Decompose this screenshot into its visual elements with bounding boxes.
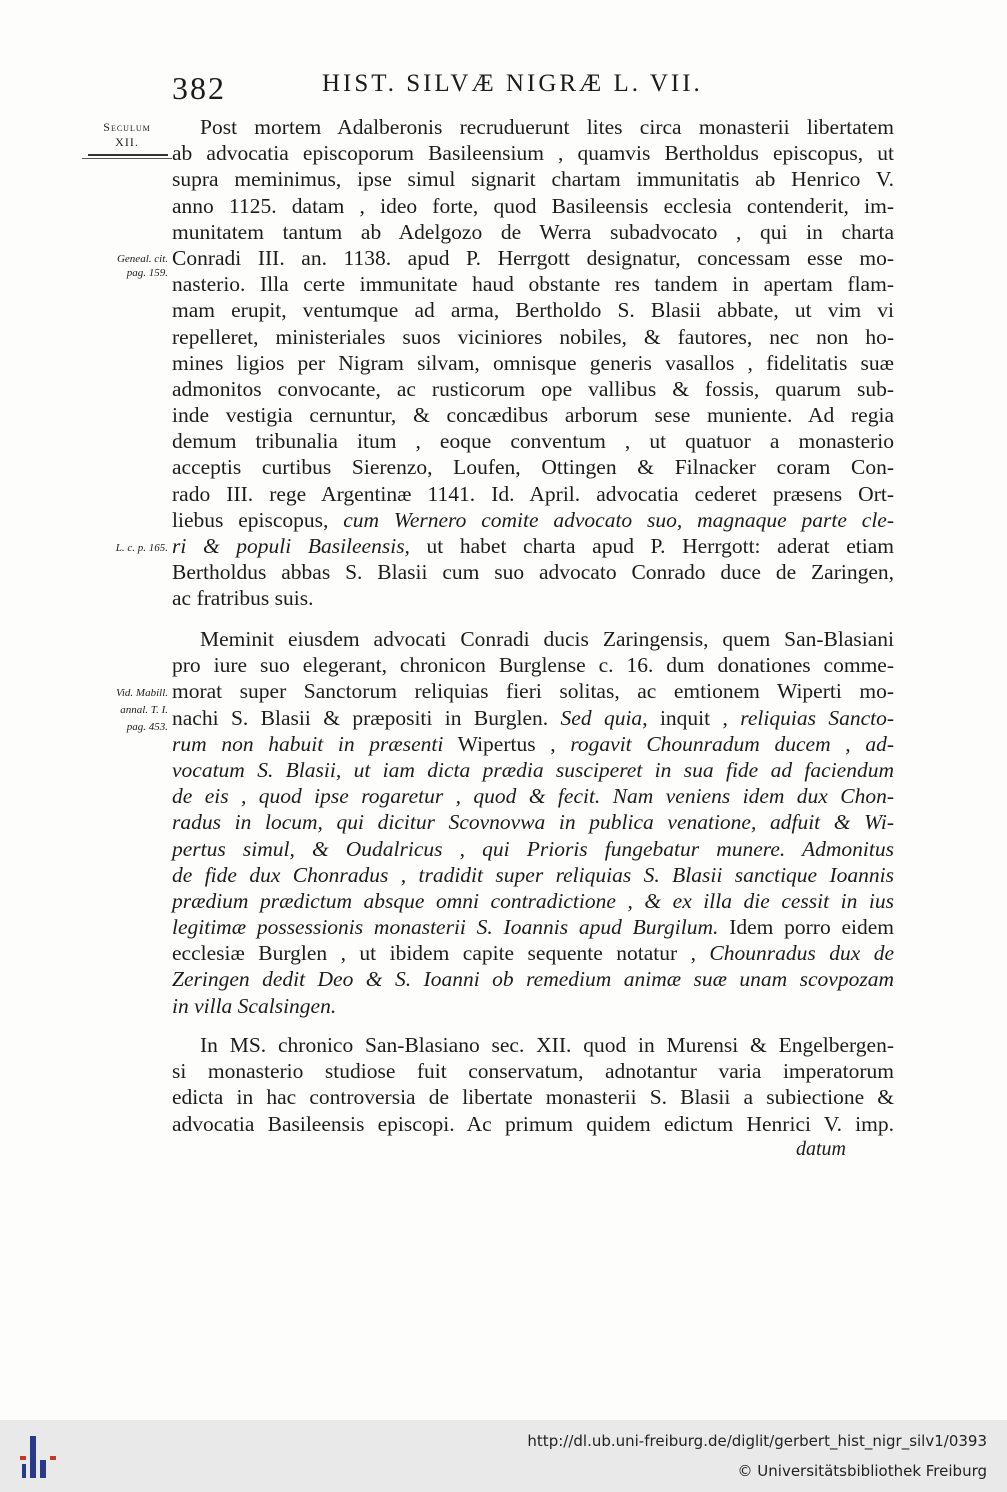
text-run: , inquit , (642, 705, 728, 730)
text-line: ac fratribus suis. (172, 586, 314, 611)
text-run: nachi S. Blasii & præpositi in Burglen. (172, 705, 549, 730)
text-line: morat super Sanctorum reliquias fieri solitas, ac emtionem Wiperti mo- (172, 679, 894, 704)
text-line: nasterio. Illa certe immunitate haud obstante res tandem in apertam flam- (172, 272, 894, 297)
text-line: Meminit eiusdem advocati Conradi ducis Zaringensis, quem San-Blasiani (200, 627, 894, 651)
library-logo-icon (14, 1432, 64, 1482)
text-line-italic: prædium prædictum absque omni contradictione , & ex illa die cessit in ius (172, 888, 894, 913)
margin-note-line: pag. 453. (126, 721, 168, 733)
text-line: Post mortem Adalberonis recruduerunt lites circa monasterii libertatem (200, 115, 894, 139)
margin-note-line: pag. 159. (126, 267, 168, 279)
text-line-italic: vocatum S. Blasii, ut iam dicta prædia susciperet in sua fide ad faciendum (172, 757, 894, 782)
page-header (0, 62, 1007, 112)
text-run: ecclesiæ Burglen , ut ibidem capite sequente notatur , (172, 941, 696, 966)
page-number: 382 (172, 70, 226, 106)
paragraph-2 (172, 626, 894, 1019)
margin-seculum (82, 120, 172, 159)
text-line: In MS. chronico San-Blasiano sec. XII. quod in Murensi & Engelbergen- (200, 1033, 894, 1057)
text-line-italic: pertus simul, & Oudalricus , qui Prioris fungebatur munere. Admonitus (172, 836, 894, 861)
text-line (172, 705, 894, 731)
catchword: datum (796, 1138, 846, 1160)
text-line-italic: Zeringen dedit Deo & S. Ioanni ob remedium animæ suæ unam scovpozam (172, 967, 894, 992)
text-line-italic: de eis , quod ipse rogaretur , quod & fecit. Nam veniens idem dux Chon- (172, 784, 894, 809)
text-run-italic: Chounradus dux de (709, 941, 894, 966)
text-line: si monasterio studiose fuit conservatum, adnotantur varia imperatorum (172, 1059, 894, 1084)
text-line: advocatia Basileensis episcopi. Ac primum quidem edictum Henrici V. imp. (172, 1111, 894, 1136)
text-line-italic: radus in locum, qui dicitur Scovnovwa in publica venatione, adfuit & Wi- (172, 810, 894, 835)
text-line (172, 507, 894, 533)
copyright-text: © Universitätsbibliothek Freiburg (737, 1462, 987, 1480)
text-line: edicta in hac controversia de libertate monasterii S. Blasii a subiectione & (172, 1085, 894, 1110)
text-line: Conradi III. an. 1138. apud P. Herrgott designatur, concessam esse mo- (172, 245, 894, 270)
margin-note-geneal (60, 252, 168, 280)
text-line: mam erupit, ventumque ad arma, Bertholdo S. Blasii abbate, ut vim vi (172, 298, 894, 323)
margin-note-line: L. c. p. 165. (115, 542, 168, 554)
text-run: ut habet charta apud P. Herrgott: aderat etiam (426, 534, 894, 558)
text-line: repelleret, ministeriales suos viciniores nobiles, & fautores, nec non ho- (172, 324, 894, 349)
paragraph-3 (172, 1032, 894, 1137)
text-line: supra meminimus, ipse simul signarit chartam immunitatis ab Henrico V. (172, 167, 894, 192)
text-line-italic: in villa Scalsingen. (172, 993, 337, 1018)
text-run-italic: legitimæ possessionis monasterii S. Ioannis apud Burgilum. (172, 915, 719, 940)
text-run-italic: ri & populi Basileensis, (172, 534, 410, 558)
text-line: munitatem tantum ab Adelgozo de Werra subadvocato , qui in charta (172, 219, 894, 244)
margin-note-mabill (60, 685, 168, 736)
text-line: anno 1125. datam , ideo forte, quod Basileensis ecclesia contenderit, im- (172, 193, 894, 218)
text-line (172, 940, 894, 966)
text-run: Idem porro eidem (729, 915, 895, 940)
text-line: inde vestigia cernuntur, & concædibus arborum sese muniente. Ad regia (172, 403, 894, 428)
seculum-label: Seculum (103, 120, 151, 134)
text-line: mines ligios per Nigram silvam, omnisque generis vasallos , fidelitatis suæ (172, 350, 894, 375)
margin-note-line: annal. T. I. (120, 704, 168, 716)
text-line (172, 533, 894, 559)
viewer-footer (0, 1420, 1007, 1492)
seculum-number: XII. (115, 135, 139, 149)
text-line: admonitos convocante, ac rusticorum ope vallibus & fossis, quarum sub- (172, 376, 894, 401)
text-line: rado III. rege Argentinæ 1141. Id. April. advocatia cederet præsens Ort- (172, 481, 894, 506)
text-line-italic: de fide dux Chonradus , tradidit super reliquias S. Blasii sanctique Ioannis (172, 862, 894, 887)
ornament-rule (88, 154, 168, 156)
running-head: HIST. SILVÆ NIGRÆ L. VII. (322, 70, 703, 97)
ornament-rule-thin (82, 158, 172, 159)
permalink-url[interactable]: http://dl.ub.uni-freiburg.de/diglit/gerbert_hist_nigr_silv1/0393 (527, 1432, 987, 1450)
margin-note-lc (60, 541, 168, 555)
text-run-italic: cum Wernero comite advocato suo, magnaque parte cle- (343, 507, 894, 532)
text-run-italic: rum non habuit in præsenti (172, 731, 444, 756)
text-line: Bertholdus abbas S. Blasii cum suo advocato Conrado duce de Zaringen, (172, 560, 894, 585)
text-line: ab advocatia episcoporum Basileensium , quamvis Bertholdus episcopus, ut (172, 141, 894, 166)
text-line: demum tribunalia itum , eoque conventum , ut quatuor a monasterio (172, 429, 894, 454)
text-line (172, 914, 894, 940)
text-run-italic: reliquias Sancto- (740, 705, 894, 730)
text-run-italic: rogavit Chounradum ducem , ad- (570, 731, 894, 756)
text-line (172, 731, 894, 757)
margin-note-line: Vid. Mabill. (115, 687, 168, 699)
margin-note-line: Geneal. cit. (116, 253, 168, 265)
text-run-italic: Sed quia (560, 705, 643, 730)
text-line: acceptis curtibus Sierenzo, Loufen, Ottingen & Filnacker coram Con- (172, 455, 894, 480)
text-line: pro iure suo elegerant, chronicon Burglense c. 16. dum donationes comme- (172, 653, 894, 678)
text-run: liebus episcopus, (172, 507, 329, 532)
text-run: Wipertus , (457, 731, 556, 756)
paragraph-1 (172, 114, 894, 612)
